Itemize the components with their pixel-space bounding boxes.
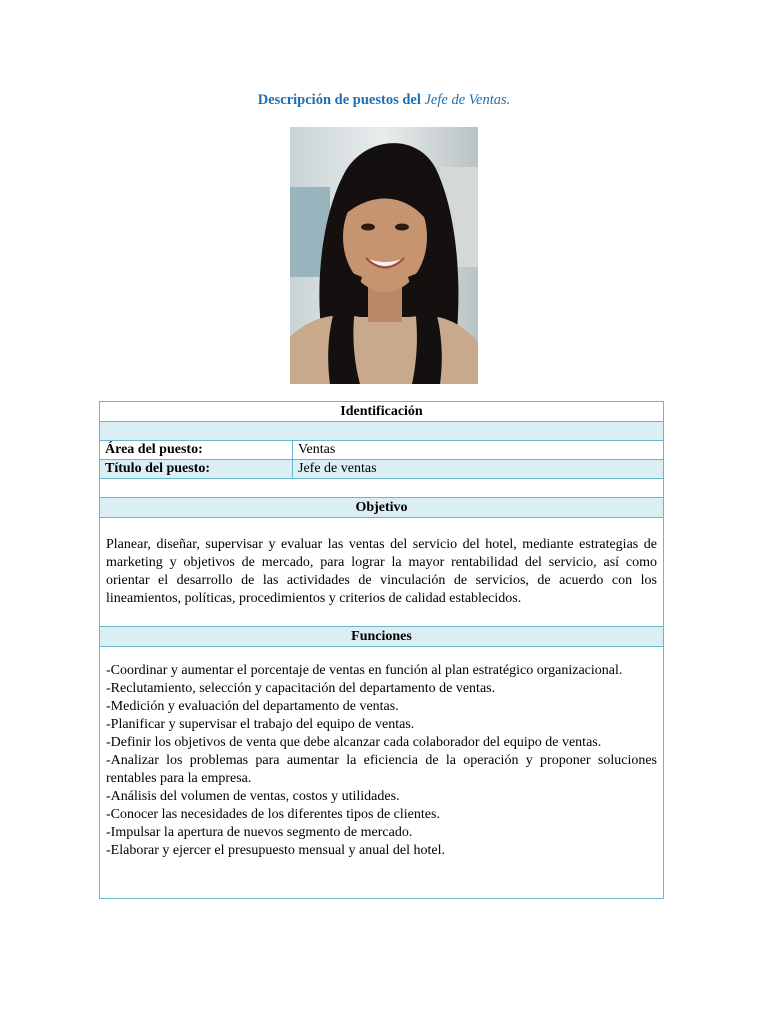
objective-text: Planear, diseñar, supervisar y evaluar las ventas del servicio del hotel, mediante estrategias de marketing y objetivos de mercado, para lograr la mayor rentabilidad del servicio, así como orientar el desarrollo de las actividades de vinculación de servicios, de acuerdo con los lineamientos, políticas, procedimientos y criterios de calidad establecidos.: [100, 518, 664, 627]
list-item: -Conocer las necesidades de los diferentes tipos de clientes.: [106, 807, 440, 822]
area-label: Área del puesto:: [100, 441, 293, 460]
title-prefix: Descripción de puestos del: [257, 92, 425, 108]
functions-list: [100, 647, 664, 899]
title-emphasis: Jefe de Ventas.: [424, 92, 511, 108]
blank-row: [100, 479, 664, 498]
titulo-label: Título del puesto:: [100, 460, 293, 479]
list-item: -Medición y evaluación del departamento de ventas.: [106, 699, 399, 714]
section-functions: Funciones: [100, 627, 664, 647]
list-item: -Definir los objetivos de venta que debe alcanzar cada colaborador del equipo de ventas.: [106, 735, 602, 750]
list-item: -Impulsar la apertura de nuevos segmento de mercado.: [106, 825, 413, 840]
area-value: Ventas: [293, 441, 664, 460]
list-item: -Reclutamiento, selección y capacitación del departamento de ventas.: [106, 681, 496, 696]
job-description-table: [99, 401, 664, 899]
blank-row: [100, 422, 664, 441]
list-item: -Elaborar y ejercer el presupuesto mensual y anual del hotel.: [106, 843, 445, 858]
list-item: -Analizar los problemas para aumentar la eficiencia de la operación y proponer soluciones rentables para la empresa.: [106, 753, 657, 786]
section-identification: Identificación: [100, 402, 664, 422]
list-item: -Análisis del volumen de ventas, costos y utilidades.: [106, 789, 400, 804]
list-item: -Coordinar y aumentar el porcentaje de ventas en función al plan estratégico organizacional.: [106, 663, 623, 678]
portrait-photo: [290, 127, 478, 384]
document-title: [0, 92, 768, 109]
section-objective: Objetivo: [100, 498, 664, 518]
titulo-value: Jefe de ventas: [293, 460, 664, 479]
list-item: -Planificar y supervisar el trabajo del equipo de ventas.: [106, 717, 415, 732]
